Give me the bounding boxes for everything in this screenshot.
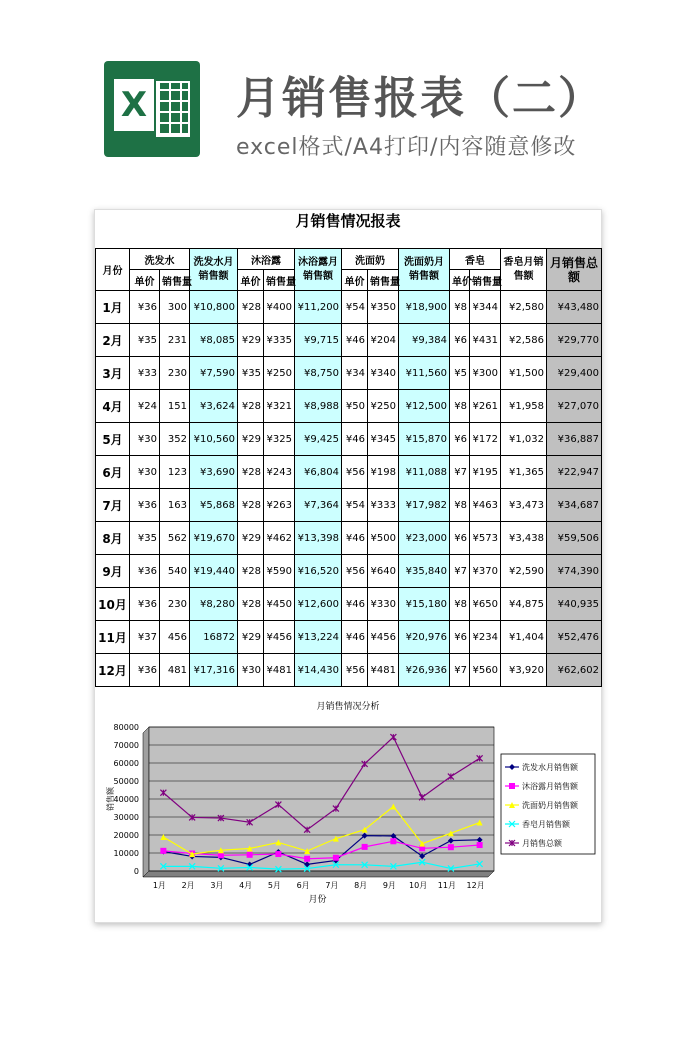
cell-p2: ¥28: [238, 456, 264, 489]
cell-q3: ¥204: [368, 324, 399, 357]
cell-t3: ¥26,936: [399, 654, 450, 687]
cell-m: 6月: [96, 456, 130, 489]
cell-t2: ¥12,600: [295, 588, 342, 621]
cell-m: 5月: [96, 423, 130, 456]
cell-t4: ¥3,438: [501, 522, 547, 555]
cell-q2: ¥335: [264, 324, 295, 357]
cell-t2: ¥6,804: [295, 456, 342, 489]
table-row: [96, 390, 602, 423]
cell-t3: ¥15,870: [399, 423, 450, 456]
table-row: [96, 489, 602, 522]
cell-t1: ¥8,280: [190, 588, 238, 621]
cell-p3: ¥54: [342, 489, 368, 522]
cell-total: ¥29,770: [547, 324, 602, 357]
cell-t2: ¥13,224: [295, 621, 342, 654]
cell-p4: ¥6: [450, 621, 470, 654]
cell-q3: ¥456: [368, 621, 399, 654]
x-tick-label: 6月: [296, 881, 310, 890]
cell-q3: ¥500: [368, 522, 399, 555]
data-point: [362, 844, 368, 850]
sales-chart: [95, 692, 601, 922]
cell-total: ¥27,070: [547, 390, 602, 423]
cell-m: 7月: [96, 489, 130, 522]
cell-t3: ¥11,560: [399, 357, 450, 390]
cell-p4: ¥6: [450, 423, 470, 456]
y-tick-label: 50000: [113, 777, 139, 786]
cell-q3: ¥350: [368, 291, 399, 324]
cell-m: 10月: [96, 588, 130, 621]
cell-q4: ¥261: [470, 390, 501, 423]
cell-q2: ¥243: [264, 456, 295, 489]
cell-p2: ¥29: [238, 423, 264, 456]
table-header-row-1: [96, 249, 602, 270]
data-point: [509, 783, 515, 789]
header-unit-price: 单价: [450, 270, 470, 291]
legend-entry: 沐浴露月销售额: [522, 782, 578, 791]
table-row: [96, 588, 602, 621]
y-tick-label: 30000: [113, 813, 139, 822]
plot-side-wall: [143, 727, 149, 877]
cell-p4: ¥8: [450, 291, 470, 324]
cell-total: ¥52,476: [547, 621, 602, 654]
cell-p1: ¥24: [130, 390, 160, 423]
cell-q2: ¥263: [264, 489, 295, 522]
cell-p3: ¥54: [342, 291, 368, 324]
data-point: [477, 842, 483, 848]
cell-q3: ¥250: [368, 390, 399, 423]
cell-p4: ¥6: [450, 522, 470, 555]
cell-q3: ¥198: [368, 456, 399, 489]
table-row: [96, 456, 602, 489]
cell-p4: ¥7: [450, 654, 470, 687]
legend-entry: 香皂月销售额: [522, 820, 570, 829]
x-tick-label: 7月: [325, 881, 339, 890]
cell-total: ¥22,947: [547, 456, 602, 489]
cell-t2: ¥13,398: [295, 522, 342, 555]
cell-p4: ¥8: [450, 588, 470, 621]
cell-p4: ¥7: [450, 456, 470, 489]
cell-t4: ¥2,580: [501, 291, 547, 324]
header-unit-price: 单价: [342, 270, 368, 291]
y-tick-label: 20000: [113, 831, 139, 840]
cell-p1: ¥36: [130, 489, 160, 522]
cell-m: 1月: [96, 291, 130, 324]
cell-p1: ¥36: [130, 588, 160, 621]
header-shampoo: 洗发水: [130, 249, 190, 270]
cell-q4: ¥560: [470, 654, 501, 687]
cell-p2: ¥29: [238, 522, 264, 555]
cell-m: 12月: [96, 654, 130, 687]
cell-q2: ¥450: [264, 588, 295, 621]
cell-p1: ¥36: [130, 654, 160, 687]
cell-total: ¥40,935: [547, 588, 602, 621]
table-row: [96, 423, 602, 456]
cell-t1: ¥17,316: [190, 654, 238, 687]
cell-q1: 540: [160, 555, 190, 588]
header-qty: 销售量: [160, 270, 190, 291]
header-qty: 销售量: [368, 270, 399, 291]
y-tick-label: 60000: [113, 759, 139, 768]
cell-q4: ¥463: [470, 489, 501, 522]
cell-p3: ¥56: [342, 555, 368, 588]
cell-q1: 300: [160, 291, 190, 324]
legend-entry: 洗面奶月销售额: [522, 801, 578, 810]
y-tick-label: 10000: [113, 849, 139, 858]
cell-total: ¥36,887: [547, 423, 602, 456]
cell-p3: ¥34: [342, 357, 368, 390]
x-tick-label: 2月: [181, 881, 195, 890]
cell-q1: 163: [160, 489, 190, 522]
cell-q1: 230: [160, 357, 190, 390]
cell-q3: ¥481: [368, 654, 399, 687]
cell-q4: ¥344: [470, 291, 501, 324]
cell-t3: ¥11,088: [399, 456, 450, 489]
cell-p2: ¥28: [238, 291, 264, 324]
y-tick-label: 0: [133, 867, 139, 876]
cell-t1: ¥7,590: [190, 357, 238, 390]
cell-p1: ¥35: [130, 324, 160, 357]
cell-t3: ¥23,000: [399, 522, 450, 555]
cell-p1: ¥30: [130, 456, 160, 489]
cell-t1: ¥10,800: [190, 291, 238, 324]
excel-logo-letter: X: [114, 79, 154, 131]
cell-t3: ¥18,900: [399, 291, 450, 324]
table-row: [96, 357, 602, 390]
cell-q3: ¥330: [368, 588, 399, 621]
cell-t1: ¥8,085: [190, 324, 238, 357]
cell-t1: ¥3,624: [190, 390, 238, 423]
cell-q1: 352: [160, 423, 190, 456]
data-point: [275, 851, 281, 857]
cell-p1: ¥36: [130, 555, 160, 588]
cell-t4: ¥2,586: [501, 324, 547, 357]
cell-t4: ¥1,032: [501, 423, 547, 456]
cell-p1: ¥37: [130, 621, 160, 654]
header-bodywash-total: 沐浴露月销售额: [295, 249, 342, 291]
cell-p2: ¥28: [238, 390, 264, 423]
cell-t2: ¥9,715: [295, 324, 342, 357]
header-unit-price: 单价: [130, 270, 160, 291]
cell-t1: ¥5,868: [190, 489, 238, 522]
cell-q4: ¥573: [470, 522, 501, 555]
cell-total: ¥43,480: [547, 291, 602, 324]
cell-p3: ¥56: [342, 456, 368, 489]
header-grand-total: 月销售总额: [547, 249, 602, 291]
header-bodywash: 沐浴露: [238, 249, 295, 270]
cell-t4: ¥1,958: [501, 390, 547, 423]
cell-total: ¥74,390: [547, 555, 602, 588]
legend-entry: 洗发水月销售额: [522, 763, 578, 772]
table-row: [96, 324, 602, 357]
sheet-title: 月销售情况报表: [295, 212, 401, 230]
table-row: [96, 555, 602, 588]
cell-t4: ¥1,404: [501, 621, 547, 654]
cell-p2: ¥28: [238, 489, 264, 522]
x-tick-label: 5月: [267, 881, 281, 890]
cell-m: 2月: [96, 324, 130, 357]
cell-p2: ¥30: [238, 654, 264, 687]
x-tick-label: 4月: [239, 881, 253, 890]
x-tick-label: 8月: [354, 881, 368, 890]
cell-t4: ¥2,590: [501, 555, 547, 588]
cell-t2: ¥7,364: [295, 489, 342, 522]
cell-q4: ¥370: [470, 555, 501, 588]
cell-p2: ¥29: [238, 621, 264, 654]
cell-q3: ¥340: [368, 357, 399, 390]
table-row: [96, 621, 602, 654]
spreadsheet-preview: [94, 209, 602, 923]
cell-t2: ¥11,200: [295, 291, 342, 324]
cell-q2: ¥250: [264, 357, 295, 390]
cell-p3: ¥46: [342, 324, 368, 357]
cell-q1: 562: [160, 522, 190, 555]
cell-t4: ¥1,365: [501, 456, 547, 489]
cell-m: 4月: [96, 390, 130, 423]
cell-m: 8月: [96, 522, 130, 555]
cell-q1: 231: [160, 324, 190, 357]
cell-t3: ¥12,500: [399, 390, 450, 423]
cell-p2: ¥35: [238, 357, 264, 390]
cell-t1: ¥19,670: [190, 522, 238, 555]
cell-m: 11月: [96, 621, 130, 654]
cell-q4: ¥431: [470, 324, 501, 357]
header-qty: 销售量: [470, 270, 501, 291]
header-soap-total: 香皂月销售额: [501, 249, 547, 291]
cell-p4: ¥8: [450, 390, 470, 423]
x-axis-label: 月份: [308, 895, 327, 905]
cell-q2: ¥325: [264, 423, 295, 456]
cell-total: ¥29,400: [547, 357, 602, 390]
cell-t2: ¥9,425: [295, 423, 342, 456]
cell-q4: ¥650: [470, 588, 501, 621]
cell-p3: ¥56: [342, 654, 368, 687]
table-row: [96, 291, 602, 324]
cell-t4: ¥3,920: [501, 654, 547, 687]
cell-p3: ¥46: [342, 621, 368, 654]
cell-p1: ¥36: [130, 291, 160, 324]
cell-p4: ¥8: [450, 489, 470, 522]
sales-table: [95, 248, 602, 687]
x-tick-label: 10月: [409, 881, 428, 890]
cell-q4: ¥195: [470, 456, 501, 489]
cell-t2: ¥8,750: [295, 357, 342, 390]
cell-t3: ¥15,180: [399, 588, 450, 621]
cell-t3: ¥35,840: [399, 555, 450, 588]
header-cleanser-total: 洗面奶月销售额: [399, 249, 450, 291]
x-tick-label: 12月: [466, 881, 485, 890]
cell-p2: ¥28: [238, 555, 264, 588]
y-tick-label: 40000: [113, 795, 139, 804]
cell-q1: 151: [160, 390, 190, 423]
plot-floor: [143, 871, 494, 877]
excel-grid-icon: [156, 81, 190, 137]
cell-p3: ¥50: [342, 390, 368, 423]
cell-t4: ¥1,500: [501, 357, 547, 390]
cell-q1: 123: [160, 456, 190, 489]
cell-p3: ¥46: [342, 588, 368, 621]
page-title: 月销售报表（二）: [236, 73, 604, 124]
cell-p4: ¥7: [450, 555, 470, 588]
cell-p3: ¥46: [342, 522, 368, 555]
cell-q2: ¥590: [264, 555, 295, 588]
header-qty: 销售量: [264, 270, 295, 291]
y-tick-label: 80000: [113, 723, 139, 732]
cell-q2: ¥400: [264, 291, 295, 324]
cell-q4: ¥234: [470, 621, 501, 654]
cell-p4: ¥5: [450, 357, 470, 390]
cell-q2: ¥456: [264, 621, 295, 654]
x-tick-label: 9月: [382, 881, 396, 890]
data-point: [390, 838, 396, 844]
cell-t4: ¥3,473: [501, 489, 547, 522]
x-tick-label: 3月: [210, 881, 224, 890]
cell-q4: ¥300: [470, 357, 501, 390]
cell-total: ¥59,506: [547, 522, 602, 555]
cell-q1: 230: [160, 588, 190, 621]
cell-q1: 456: [160, 621, 190, 654]
chart-title: 月销售情况分析: [316, 702, 380, 712]
table-row: [96, 522, 602, 555]
x-tick-label: 11月: [437, 881, 456, 890]
x-tick-label: 1月: [152, 881, 166, 890]
cell-m: 9月: [96, 555, 130, 588]
header-soap: 香皂: [450, 249, 501, 270]
cell-m: 3月: [96, 357, 130, 390]
data-point: [304, 856, 310, 862]
cell-total: ¥62,602: [547, 654, 602, 687]
excel-logo-icon: [104, 61, 200, 157]
header-month: 月份: [96, 249, 130, 291]
page-subtitle: excel格式/A4打印/内容随意修改: [236, 135, 577, 160]
cell-q3: ¥333: [368, 489, 399, 522]
cell-q2: ¥462: [264, 522, 295, 555]
page-header: [0, 0, 700, 205]
cell-p4: ¥6: [450, 324, 470, 357]
cell-t1: 16872: [190, 621, 238, 654]
cell-t2: ¥14,430: [295, 654, 342, 687]
line-chart: [95, 692, 601, 922]
cell-t2: ¥16,520: [295, 555, 342, 588]
cell-p3: ¥46: [342, 423, 368, 456]
cell-t1: ¥10,560: [190, 423, 238, 456]
cell-p2: ¥29: [238, 324, 264, 357]
cell-q3: ¥640: [368, 555, 399, 588]
cell-t1: ¥3,690: [190, 456, 238, 489]
cell-q1: 481: [160, 654, 190, 687]
header-cleanser: 洗面奶: [342, 249, 399, 270]
header-shampoo-total: 洗发水月销售额: [190, 249, 238, 291]
cell-t3: ¥9,384: [399, 324, 450, 357]
table-row: [96, 654, 602, 687]
y-axis-label: 销售额: [106, 787, 115, 811]
cell-q2: ¥481: [264, 654, 295, 687]
cell-total: ¥34,687: [547, 489, 602, 522]
data-point: [333, 855, 339, 861]
cell-p1: ¥30: [130, 423, 160, 456]
cell-p2: ¥28: [238, 588, 264, 621]
y-tick-label: 70000: [113, 741, 139, 750]
header-unit-price: 单价: [238, 270, 264, 291]
data-point: [247, 852, 253, 858]
cell-q2: ¥321: [264, 390, 295, 423]
cell-t2: ¥8,988: [295, 390, 342, 423]
cell-t3: ¥17,982: [399, 489, 450, 522]
cell-q3: ¥345: [368, 423, 399, 456]
cell-p1: ¥33: [130, 357, 160, 390]
cell-p1: ¥35: [130, 522, 160, 555]
cell-q4: ¥172: [470, 423, 501, 456]
cell-t4: ¥4,875: [501, 588, 547, 621]
data-point: [160, 848, 166, 854]
cell-t1: ¥19,440: [190, 555, 238, 588]
legend-entry: 月销售总额: [522, 839, 562, 848]
cell-t3: ¥20,976: [399, 621, 450, 654]
data-point: [448, 844, 454, 850]
